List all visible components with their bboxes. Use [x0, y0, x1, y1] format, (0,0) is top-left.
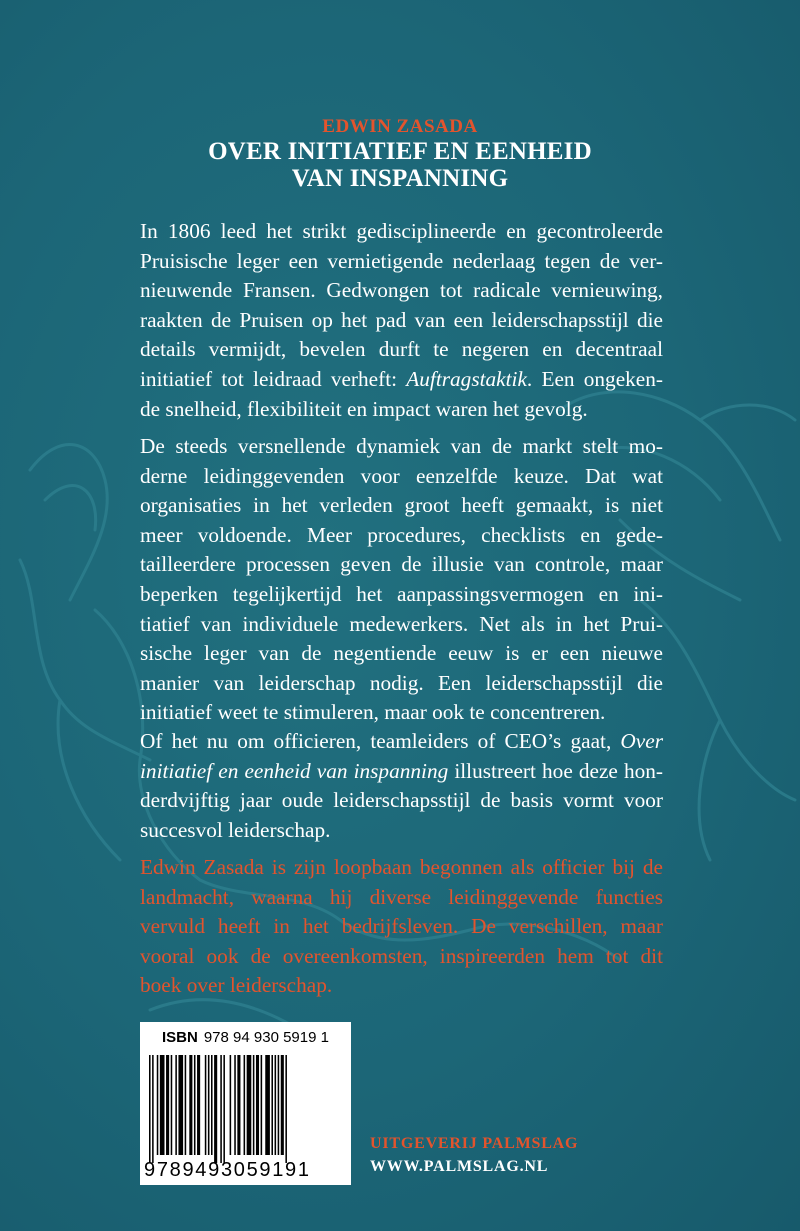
- text-span: Of het nu om officieren, teamleiders of CEO’s gaat,: [140, 729, 621, 753]
- text-line: tailleerdere processen geven de illusie van controle, maar: [140, 552, 663, 577]
- barcode-bar: [185, 1055, 187, 1155]
- text-line: boek over leiderschap.: [140, 973, 333, 998]
- text-line: vervuld heeft in het bedrijfsleven. De verschillen, maar: [140, 914, 663, 939]
- blurb-paragraph-2: [140, 432, 663, 728]
- text-span: illustreert hoe deze hon-: [448, 758, 663, 783]
- barcode-bar: [160, 1055, 165, 1155]
- text-line: [140, 727, 663, 757]
- barcode-bar: [281, 1055, 284, 1155]
- title-line: OVER INITIATIEF EN EENHEID: [208, 138, 592, 165]
- text-line: [140, 365, 663, 395]
- barcode-bar: [175, 1055, 177, 1155]
- barcode-bar: [171, 1055, 173, 1155]
- text-line: initiatief weet te stimuleren, maar ook te concentreren.: [140, 700, 606, 725]
- barcode-bar: [244, 1055, 246, 1155]
- isbn-barcode: [140, 1022, 351, 1185]
- blurb-paragraph-3: [140, 727, 663, 845]
- publisher-name: UITGEVERIJ PALMSLAG: [370, 1135, 579, 1152]
- text-line: meer voldoende. Meer procedures, checklists en gede-: [140, 522, 663, 547]
- text-line: organisaties in het verleden groot heeft gemaakt, is niet: [140, 493, 663, 518]
- italic-text: initiatief en eenheid van inspanning: [140, 758, 449, 783]
- barcode-bar: [271, 1055, 273, 1155]
- blurb-paragraph-1: [140, 217, 663, 424]
- text-line: landmacht, waarna hij diverse leidinggevende functies: [140, 884, 663, 909]
- barcode-bar: [256, 1055, 259, 1155]
- barcode-bar: [189, 1055, 192, 1155]
- text-line: vooral ook de overeenkomsten, inspireerden hem tot dit: [140, 943, 663, 968]
- barcode-bar: [157, 1055, 159, 1155]
- barcode-bar: [247, 1055, 252, 1155]
- text-line: nieuwende Fransen. Gedwongen tot radicale vernieuwing,: [140, 278, 663, 303]
- author-name: EDWIN ZASADA: [322, 116, 478, 137]
- book-title: [0, 138, 800, 192]
- barcode-bar: [278, 1055, 280, 1155]
- barcode-bar: [230, 1055, 232, 1155]
- barcode-bar: [214, 1055, 217, 1163]
- text-line: de snelheid, flexibiliteit en impact waren het gevolg.: [140, 396, 588, 421]
- text-line: raakten de Pruisen op het pad van een leiderschapsstijl die: [140, 307, 663, 332]
- text-line: Edwin Zasada is zijn loopbaan begonnen als officier bij de: [140, 855, 663, 879]
- text-line: details vermijdt, bevelen durft te negeren en decentraal: [140, 337, 663, 362]
- barcode-digits: 9789493059191: [144, 1159, 311, 1181]
- author-bio: [140, 853, 663, 1001]
- barcode-bar: [152, 1055, 154, 1163]
- text-line: In 1806 leed het strikt gedisciplineerde en gecontroleerde: [140, 219, 663, 243]
- text-line: Pruisische leger een vernietigende nederlaag tegen de ver-: [140, 248, 663, 273]
- text-line: beperken tegelijkertijd het aanpassingsvermogen en ini-: [140, 581, 663, 606]
- barcode-bar: [149, 1055, 151, 1163]
- text-line: De steeds versnellende dynamiek van de markt stelt mo-: [140, 434, 663, 458]
- barcode-bar: [197, 1055, 200, 1155]
- title-line: VAN INSPANNING: [291, 165, 509, 192]
- barcode-bar: [285, 1055, 287, 1163]
- barcode-bar: [220, 1055, 222, 1163]
- barcode-bar: [166, 1055, 169, 1155]
- barcode-bar: [261, 1055, 263, 1155]
- text-line: manier van leiderschap nodig. Een leiderschapsstijl die: [140, 670, 663, 695]
- barcode-bar: [223, 1055, 225, 1163]
- text-line: derne leidinggevenden voor eenzelfde keuze. Dat wat: [140, 463, 663, 488]
- text-line: tiatief van individuele medewerkers. Net als in het Prui-: [140, 611, 663, 636]
- text-span: initiatief tot leidraad verheft:: [140, 366, 407, 391]
- text-line: derdvijftig jaar oude leiderschapsstijl de basis vormt voor: [140, 788, 663, 813]
- italic-text: Over: [620, 729, 663, 753]
- barcode-bar: [194, 1055, 196, 1155]
- italic-text: Auftragstaktik: [406, 366, 527, 391]
- text-line: sische leger van de negentiende eeuw is er een nieuwe: [140, 641, 663, 666]
- text-span: . Een ongeken-: [526, 366, 663, 391]
- barcode-bar: [275, 1055, 277, 1155]
- isbn-number: 978 94 930 5919 1: [203, 1029, 329, 1046]
- barcode-bar: [211, 1055, 213, 1155]
- text-line: succesvol leiderschap.: [140, 817, 331, 842]
- isbn-label: ISBN: [162, 1029, 198, 1046]
- barcode-bar: [205, 1055, 207, 1155]
- barcode-bar: [253, 1055, 255, 1155]
- text-line: [140, 757, 663, 787]
- publisher-website[interactable]: WWW.PALMSLAG.NL: [370, 1158, 549, 1175]
- barcode-bar: [178, 1055, 183, 1155]
- barcode-bar: [208, 1055, 210, 1155]
- barcode-bar: [234, 1055, 236, 1155]
- barcode-bar: [265, 1055, 270, 1155]
- barcode-bar: [237, 1055, 240, 1155]
